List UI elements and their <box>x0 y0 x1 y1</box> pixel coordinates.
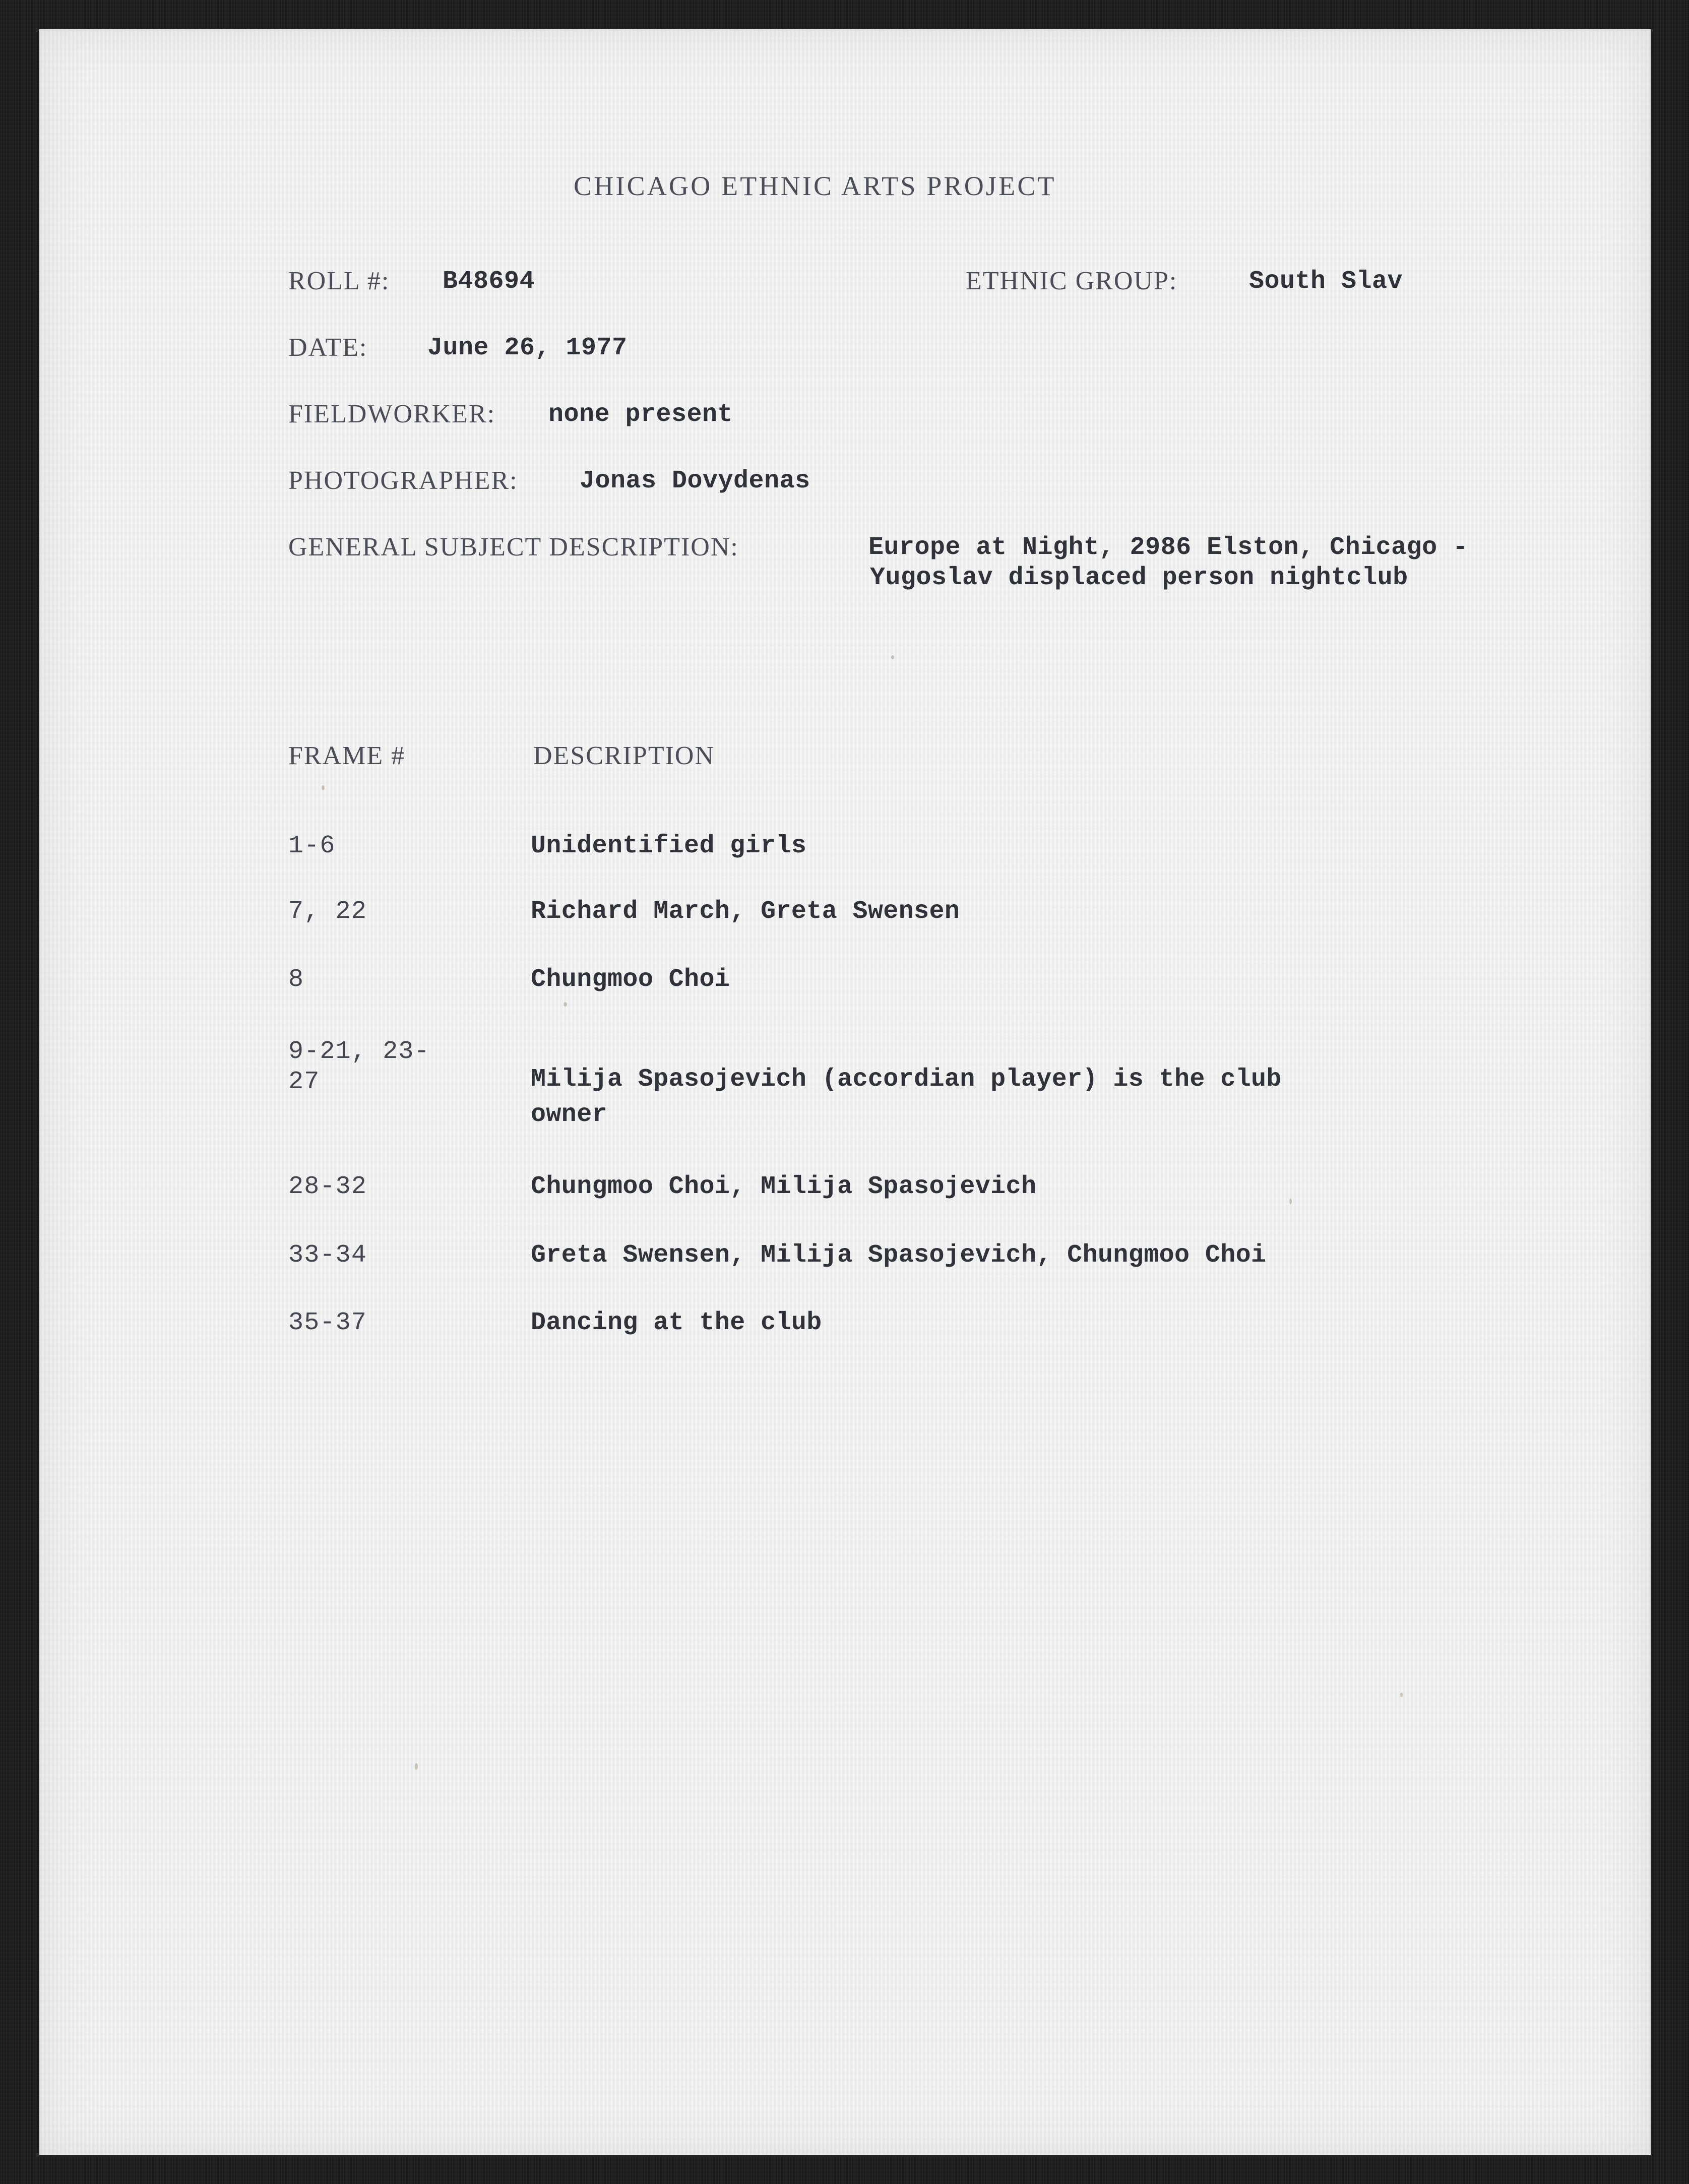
paper-speck <box>1289 1199 1292 1204</box>
paper-speck <box>564 1002 567 1007</box>
table-row-frame: 28-32 <box>288 1172 367 1201</box>
photographer-value: Jonas Dovydenas <box>580 467 810 495</box>
column-header-frame: FRAME # <box>288 741 406 770</box>
column-header-description: DESCRIPTION <box>533 741 715 770</box>
table-row-frame: 9-21, 23- <box>288 1037 430 1066</box>
table-row-description: Richard March, Greta Swensen <box>531 897 960 926</box>
general-subject-description-value-line1: Europe at Night, 2986 Elston, Chicago - <box>868 533 1468 562</box>
fieldworker-value: none present <box>548 400 733 429</box>
table-row-description: Unidentified girls <box>531 832 807 860</box>
table-row-frame: 1-6 <box>288 832 336 860</box>
page-title: CHICAGO ETHNIC ARTS PROJECT <box>574 171 1056 201</box>
table-row-description: Dancing at the club <box>531 1308 822 1337</box>
table-row-frame: 8 <box>288 965 304 994</box>
table-row-description: Greta Swensen, Milija Spasojevich, Chungmoo Choi <box>531 1241 1267 1270</box>
roll-number-value: B48694 <box>443 267 535 296</box>
table-row-frame: 33-34 <box>288 1241 367 1270</box>
paper-speck <box>415 1763 418 1770</box>
date-value: June 26, 1977 <box>427 334 628 362</box>
table-row-description-continued: owner <box>531 1100 608 1129</box>
general-subject-description-value-line2: Yugoslav displaced person nightclub <box>870 564 1408 592</box>
date-label: DATE: <box>288 333 368 362</box>
table-row-frame: 35-37 <box>288 1308 367 1337</box>
photographer-label: PHOTOGRAPHER: <box>288 466 518 495</box>
roll-number-label: ROLL #: <box>288 267 390 295</box>
paper-speck <box>322 785 325 790</box>
general-subject-description-label: GENERAL SUBJECT DESCRIPTION: <box>288 533 739 561</box>
paper-speck <box>1400 1693 1403 1697</box>
ethnic-group-value: South Slav <box>1249 267 1403 296</box>
table-row-description: Milija Spasojevich (accordian player) is the club <box>531 1065 1282 1094</box>
ethnic-group-label: ETHNIC GROUP: <box>966 267 1178 295</box>
table-row-description: Chungmoo Choi, Milija Spasojevich <box>531 1172 1037 1201</box>
paper-speck <box>891 655 894 659</box>
table-row-frame-continued: 27 <box>288 1068 320 1096</box>
document-page <box>39 29 1651 2155</box>
fieldworker-label: FIELDWORKER: <box>288 400 496 428</box>
table-row-frame: 7, 22 <box>288 897 367 926</box>
table-row-description: Chungmoo Choi <box>531 965 730 994</box>
